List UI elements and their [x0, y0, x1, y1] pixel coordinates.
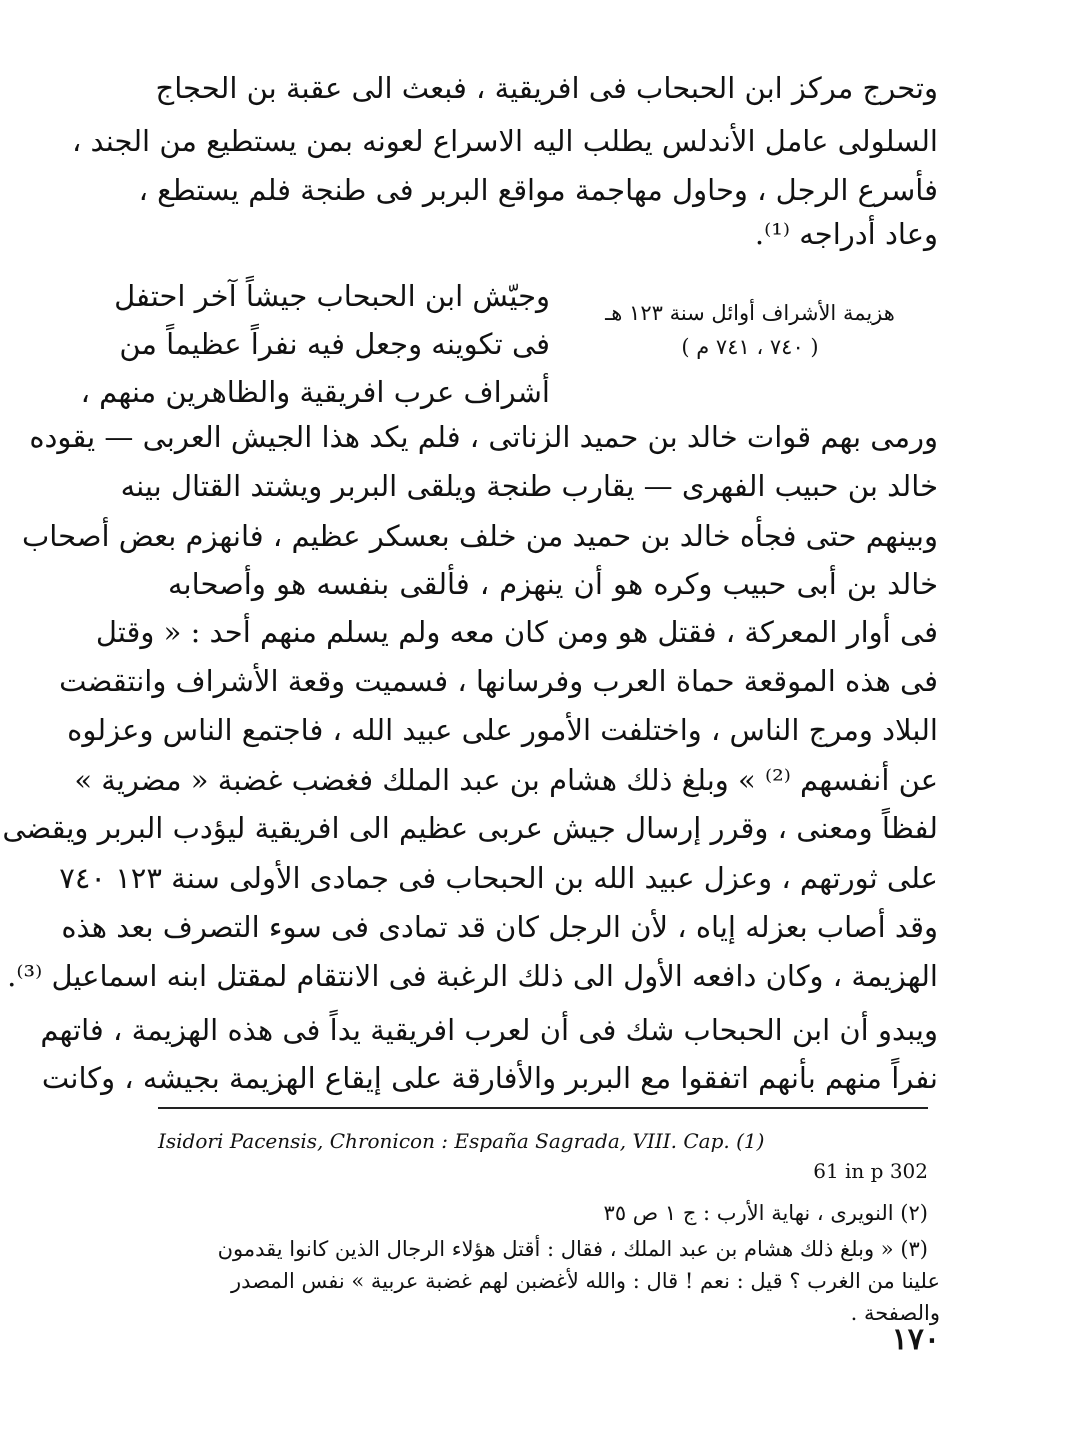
text-line: لفظاً ومعنى ، وقرر إرسال جيش عربى عظيم الى افريقية ليؤدب البربر ويقضى: [2, 811, 938, 845]
footnote-3-end: والصفحة .: [850, 1301, 940, 1325]
text-line: السلولى عامل الأندلس يطلب اليه الاسراع لعونه بمن يستطيع من الجند ،: [71, 124, 938, 158]
footnote-1: Isidori Pacensis, Chronicon : España Sagrada, VIII. Cap. (1): [158, 1129, 765, 1153]
text-line: خالد بن أبى حبيب وكره هو أن ينهزم ، فألقى بنفسه هو وأصحابه: [168, 567, 938, 601]
text-line: فى أوار المعركة ، فقتل هو ومن كان معه ولم يسلم منهم أحد : « وقتل: [95, 615, 938, 649]
margin-note-title: هزيمة الأشراف أوائل سنة ١٢٣ هـ: [605, 301, 895, 325]
text-line: عن أنفسهم ⁽²⁾ » وبلغ ذلك هشام بن عبد الملك فغضب غضبة « مضرية »: [74, 763, 938, 797]
text-line: على ثورتهم ، وعزل عبيد الله بن الحبحاب فى جمادى الأولى سنة ١٢٣ ٧٤٠: [59, 861, 938, 895]
text-line: فى هذه الموقعة حماة العرب وفرسانها ، فسميت وقعة الأشراف وانتقضت: [59, 664, 938, 698]
text-line: ويبدو أن ابن الحبحاب شك فى أن لعرب افريقية يداً فى هذه الهزيمة ، فاتهم: [40, 1013, 938, 1047]
footnote-2: (٢) النويرى ، نهاية الأرب : ج ١ ص ٣٥: [603, 1201, 928, 1225]
text-line: وتحرج مركز ابن الحبحاب فى افريقية ، فبعث الى عقبة بن الحجاج: [155, 71, 938, 105]
text-line: فى تكوينه وجعل فيه نفراً عظيماً من: [119, 327, 550, 361]
text-line: فأسرع الرجل ، وحاول مهاجمة مواقع البربر فى طنجة فلم يستطع ،: [138, 173, 938, 207]
text-line: وعاد أدراجه ⁽¹⁾.: [754, 217, 938, 251]
footnote-separator: [158, 1107, 928, 1109]
text-line: وجيّش ابن الحبحاب جيشاً آخر احتفل: [114, 279, 550, 313]
margin-note: [570, 296, 930, 364]
footnote-3: (٣) « وبلغ ذلك هشام بن عبد الملك ، فقال : أقتل هؤلاء الرجال الذين كانوا يقدمون: [217, 1237, 928, 1261]
page-number: ١٧٠: [891, 1322, 940, 1357]
text-line: البلاد ومرج الناس ، واختلفت الأمور على عبيد الله ، فاجتمع الناس وعزلوه: [67, 713, 938, 747]
text-line: نفراً منهم بأنهم اتفقوا مع البربر والأفارقة على إيقاع الهزيمة بجيشه ، وكانت: [41, 1061, 938, 1095]
text-line: الهزيمة ، وكان دافعه الأول الى ذلك الرغبة فى الانتقام لمقتل ابنه اسماعيل ⁽³⁾.: [7, 959, 938, 993]
text-line: ورمى بهم قوات خالد بن حميد الزناتى ، فلم يكد هذا الجيش العربى — يقوده: [29, 420, 938, 454]
text-line: وبينهم حتى فجأه خالد بن حميد من خلف بعسكر عظيم ، فانهزم بعض أصحاب: [21, 519, 938, 553]
footnote-1-cont: 61 in p 302: [813, 1159, 928, 1183]
margin-note-dates: ( ٧٤٠ ، ٧٤١ م ): [681, 335, 819, 359]
text-line: خالد بن حبيب الفهرى — يقارب طنجة ويلقى البربر ويشتد القتال بينه: [120, 469, 938, 503]
text-line: أشراف عرب افريقية والظاهرين منهم ،: [80, 375, 550, 409]
text-line: وقد أصاب بعزله إياه ، لأن الرجل كان قد تمادى فى سوء التصرف بعد هذه: [61, 910, 938, 944]
footnote-3-cont: علينا من الغرب ؟ قيل : نعم ! قال : والله لأغضبن لهم غضبة عربية » نفس المصدر: [231, 1269, 940, 1293]
